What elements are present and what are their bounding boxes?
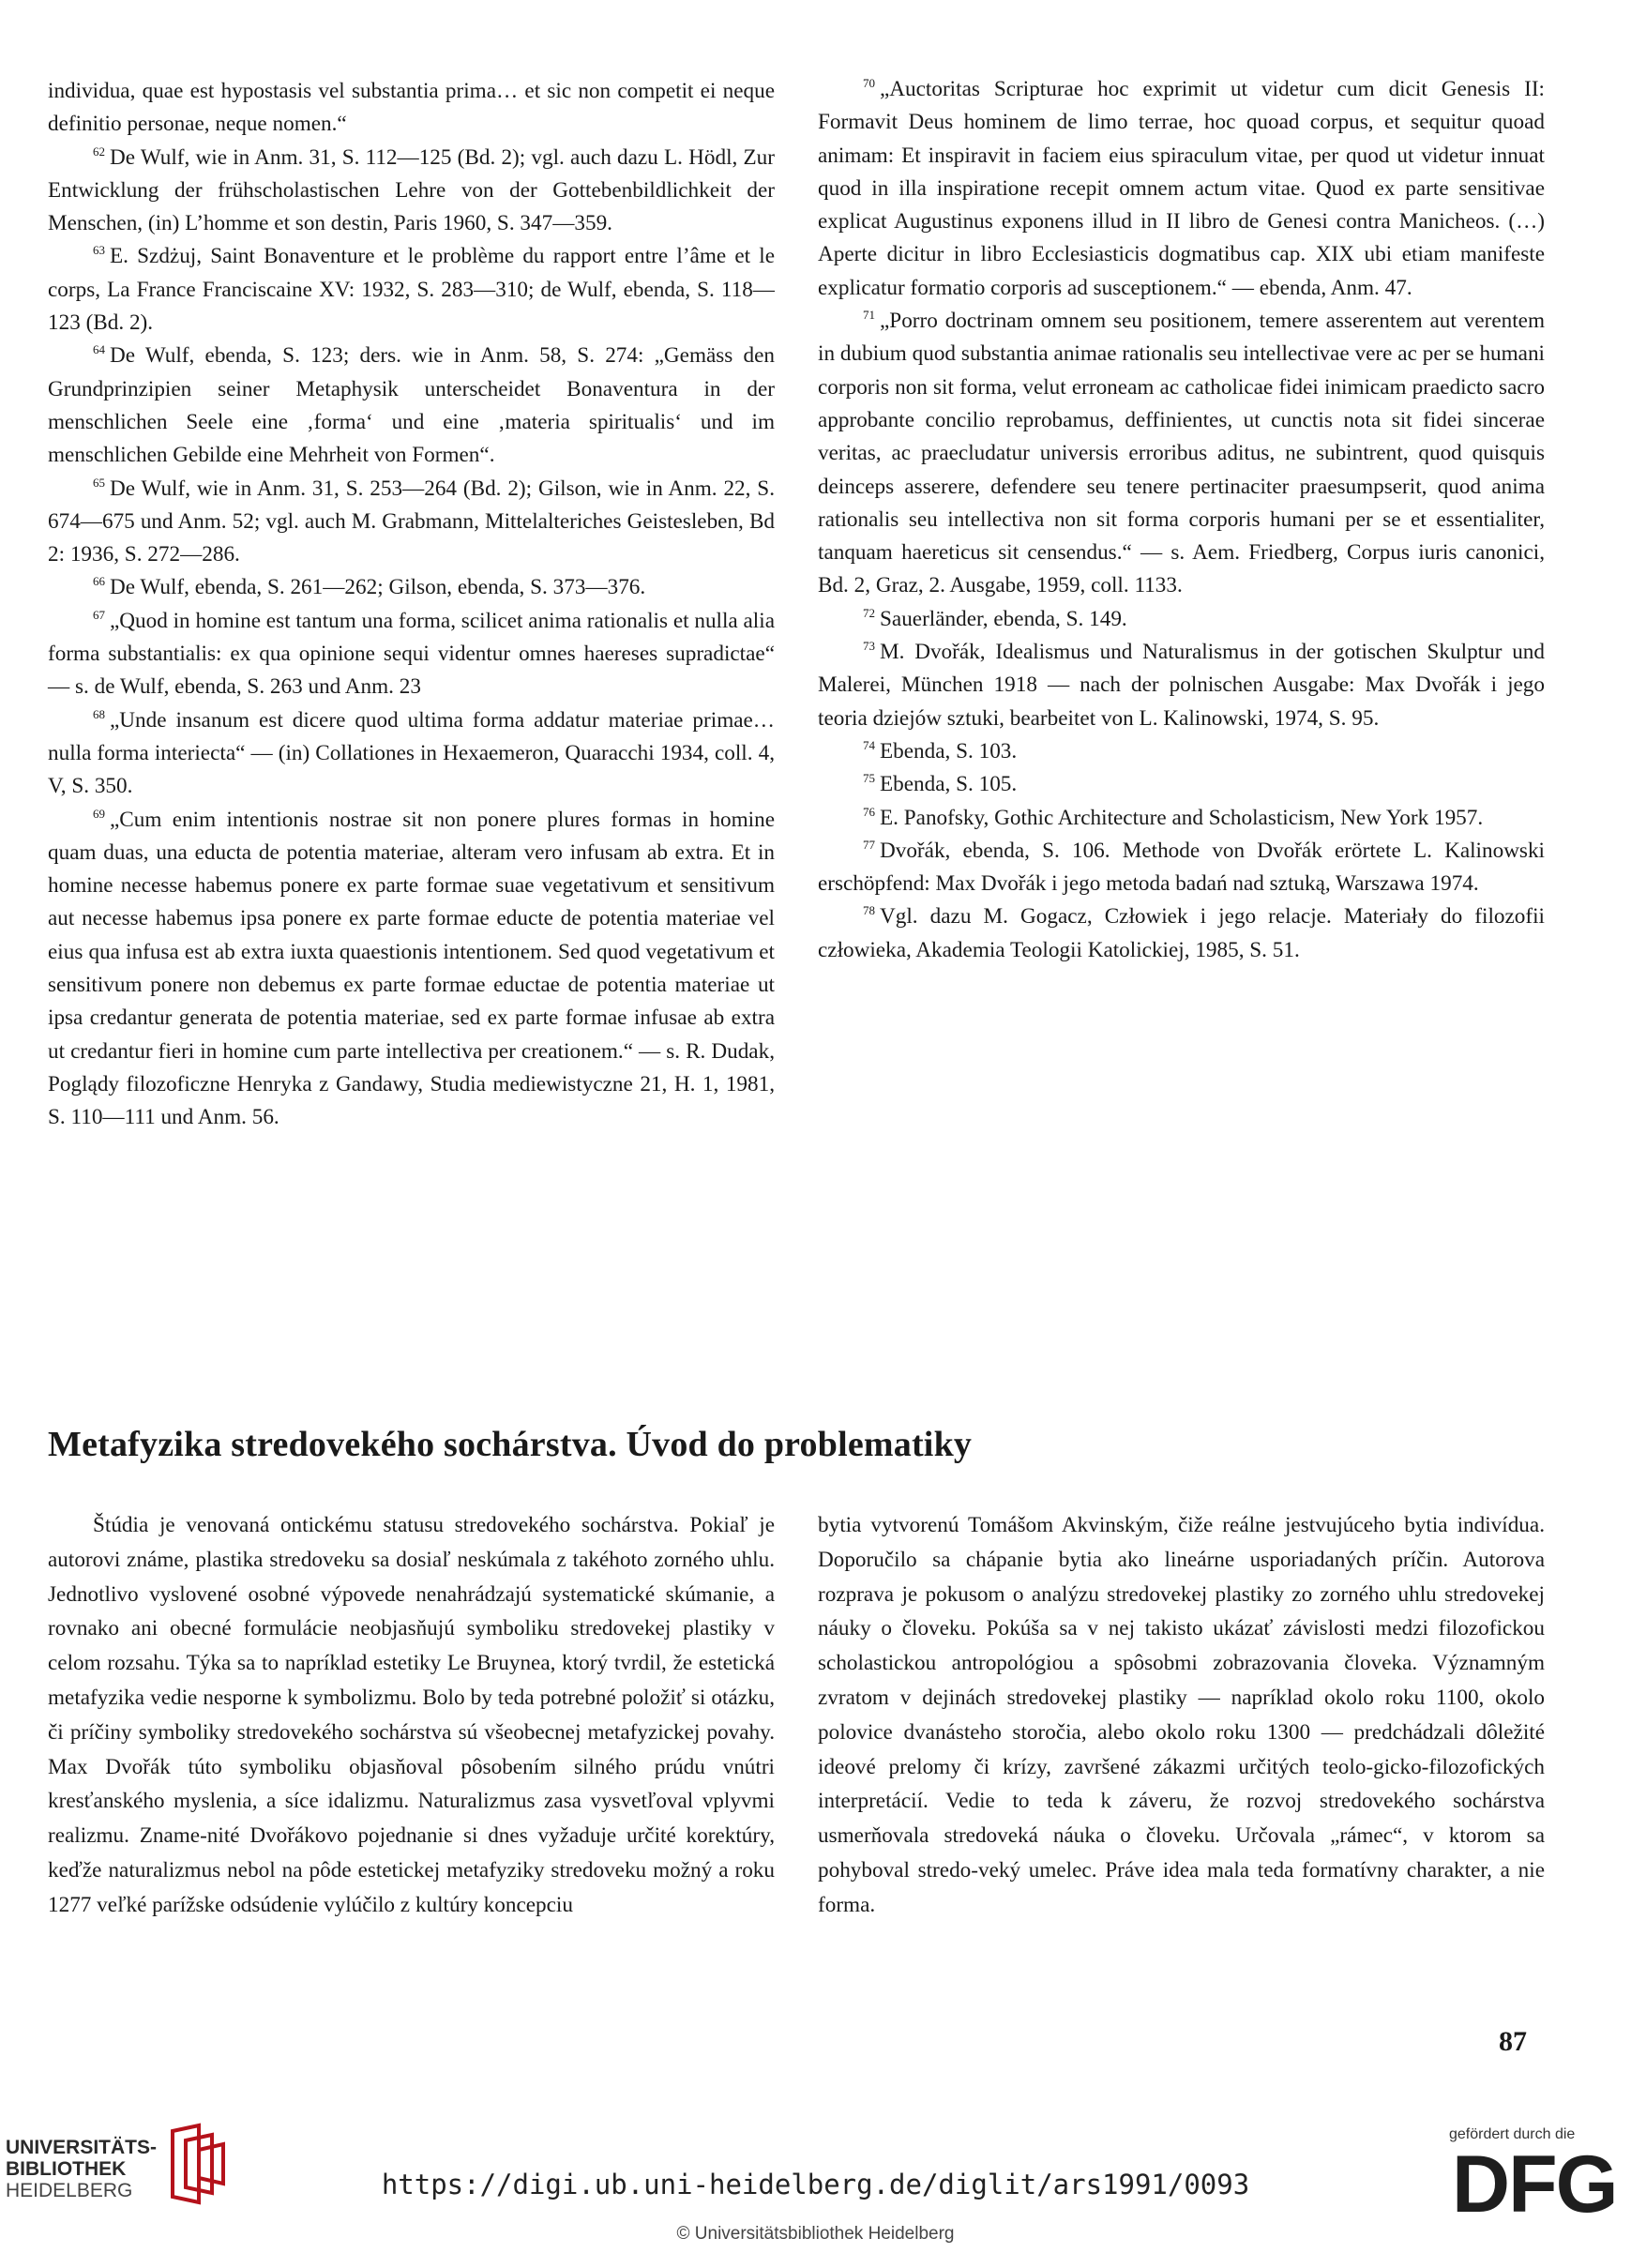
footnote-67: $^{67}$ „Quod in homine est tantum una forma, scilicet anima rationalis et nulla alia forma substantialis: ex qua opinione sequi videntur omnes haereses supradictae“ — s. de Wulf, ebenda, S. 263 und Anm. 23 (48, 607, 775, 700)
footnote-69: $^{69}$ „Cum enim intentionis nostrae sit non ponere plures formas in homine quam duas, una educta de potentia materiae, alteram vero infusam ab extra. Et in homine necesse habemus ponere ex parte formae suae vegetativum et sensitivum aut necesse habemus ipsa ponere ex parte formae educte de potentia materiae vel eius qua infusa est ab extra iuxta quaestionis intentionem. Sed quod vegetativum et sensitivum ponere non debemus ex parte formae eductae de potentia materiae ut ipsa credantur generata de potentia materiae, sed ex parte formae infusae ab extra ut credantur fieri in homine cum parte intellectiva per creationem.“ — s. R. Dudak, Poglądy filozoficzne Henryka z Gandawy, Studia mediewistyczne 21, H. 1, 1981, S. 110—111 und Anm. 56. (48, 806, 775, 1130)
footnote-78: $^{78}$ Vgl. dazu M. Gogacz, Człowiek i jego relacje. Materiały do filozofii człowieka, Akademia Teologii Katolickiej, 1985, S. 51. (818, 903, 1545, 962)
footnote-64: $^{64}$ De Wulf, ebenda, S. 123; ders. wie in Anm. 58, S. 274: „Gemäss den Grundprinzipien seiner Metaphysik unterscheidet Bonaventura in der menschlichen Seele eine ‚forma‘ und eine ‚materia spiritualis‘ und im menschlichen Gebilde eine Mehrheit von Formen“. (48, 342, 775, 468)
footnote-68: $^{68}$ „Unde insanum est dicere quod ultima forma addatur materiae primae… nulla forma interiecta“ — (in) Collationes in Hexaemeron, Quaracchi 1934, coll. 4, V, S. 350. (48, 706, 775, 799)
footnote-63: $^{63}$ E. Szdżuj, Saint Bonaventure et le problème du rapport entre l’âme et le corps, La France Franciscaine XV: 1932, S. 283—310; de Wulf, ebenda, S. 118—123 (Bd. 2). (48, 243, 775, 336)
dfg-logo: DFG (1452, 2139, 1617, 2230)
footnote-number: 62 (93, 144, 105, 159)
footnote-75: $^{75}$ Ebenda, S. 105. (863, 771, 1018, 797)
footnote-number: 66 (93, 574, 105, 589)
summary-left-column: Štúdia je venovaná ontickému statusu stredovekého sochárstva. Pokiaľ je autorovi známe, plastika stredoveku sa dosiaľ neskúmala z takéhoto zorného uhlu. Jednotlivo vyslovené osobné výpovede nenahrádzajú systematické skúmanie, a rovnako ani obecné formulácie neobjasňujú symboliku stredovekej plastiky v celom rozsahu. Týka sa to napríklad estetiky Le Bruynea, ktorý tvrdil, že estetická metafyzika vedie nesporne k symbolizmu. Bolo by teda potrebné položiť si otázku, či príčiny symboliky stredovekého sochárstva sú všeobecnej metafyzickej povahy. Max Dvořák túto symboliku objasňoval pôsobením silného prúdu vnútri kresťanského myslenia, a síce idalizmu. Naturalizmus zasa vysvetľoval vplyvmi realizmu. Zname-nité Dvořákovo pojednanie si dnes vyžaduje určité korektúry, keďže naturalizmus nebol na pôde estetickej metafyziky stredoveku možný a roku 1277 veľké parížske odsúdenie vylúčilo z kultúry koncepciu (48, 1513, 775, 1917)
footnote-number: 70 (863, 76, 875, 90)
copyright-notice: © Universitätsbibliothek Heidelberg (676, 2224, 955, 2244)
footnote-61-continuation: individua, quae est hypostasis vel substantia prima… et sic non competit ei neque definitio personae, neque nomen.“ (48, 79, 775, 137)
footnote-76: $^{76}$ E. Panofsky, Gothic Architecture and Scholasticism, New York 1957. (863, 804, 1484, 830)
page-number: 87 (1499, 2026, 1527, 2057)
footnote-number: 67 (93, 607, 105, 622)
footnote-number: 69 (93, 806, 105, 821)
footnote-73: $^{73}$ M. Dvořák, Idealismus und Naturalismus in der gotischen Skulptur und Malerei, München 1918 — nach der polnischen Ausgabe: Max Dvořák i jego teoria dziejów sztuki, bearbeitet von L. Kalinowski, 1974, S. 95. (818, 639, 1545, 731)
footnotes-right-column (818, 73, 1545, 967)
footnote-70: $^{70}$ „Auctoritas Scripturae hoc exprimit ut videtur cum dicit Genesis II: Formavit Deus hominem de limo terrae, hoc quoad corpus, et sequitur quoad animam: Et inspiravit in faciem eius spiraculum vitae, per quod ut videtur innuat quod in illa inspiratione recepit omnem actum vitae. Quod ex parte sensitivae explicat Augustinus exponens illud in II libro de Genesi contra Manicheos. (…) Aperte dicitur in libro Ecclesiasticis dogmatibus cap. XIX ubi etiam manifeste explicatur formatio corporis ad susceptionem.“ — ebenda, Anm. 47. (818, 76, 1545, 300)
footnote-65: $^{65}$ De Wulf, wie in Anm. 31, S. 253—264 (Bd. 2); Gilson, wie in Anm. 22, S. 674—675 und Anm. 52; vgl. auch M. Grabmann, Mittelalteriches Geistesleben, Bd 2: 1936, S. 272—286. (48, 475, 775, 567)
summary-right-column: bytia vytvorenú Tomášom Akvinským, čiže reálne jestvujúceho bytia indivídua. Doporučilo sa chápanie bytia ako lineárne usporiadaných príčin. Autorova rozprava je pokusom o analýzu stredovekej plastiky zo zorného uhlu stredovekej náuky o človeku. Pokúša sa v nej takisto ukázať závislosti medzi filozofickou scholastickou antropológiou a spôsobmi zobrazovania človeka. Významným zvratom v dejinách stredovekej plastiky — napríklad okolo roku 1100, okolo polovice dvanásteho storočia, alebo okolo roku 1300 — predchádzali dôležité ideové prelomy či krízy, završené zákazmi určitých teolo-gicko-filozofických interpretácií. Vedie to teda k záveru, že rozvoj stredovekého sochárstva usmerňovala stredoveká náuka o človeku. Určovala „rámec“, v ktorom sa pohyboval stredo-veký umelec. Práve idea mala teda formatívny charakter, a nie forma. (818, 1513, 1545, 1917)
footnotes-left-column (48, 75, 775, 1135)
footnote-number: 78 (863, 903, 875, 918)
dfg-tagline: gefördert durch die (1449, 2126, 1576, 2142)
article-heading: Metafyzika stredovekého sochárstva. Úvod do problematiky (48, 1425, 973, 1464)
footnote-number: 68 (93, 706, 105, 721)
footnote-number: 65 (93, 475, 105, 490)
footnote-71: $^{71}$ „Porro doctrinam omnem seu positionem, temere asserentem aut verentem in dubium quod substantia animae rationalis seu intellectivae vere ac per se humani corporis non sit forma, velut erroneam ac catholicae fidei inimicam praedicto sacro approbante concilio reprobamus, deffinientes, ut cunctis nota sit fidei sincerae veritas, ac praecludatur universis erroribus aditus, ne subintrent, quod quisquis deinceps asserere, defendere seu tenere pertinaciter praesumpserit, quod anima rationalis seu intellectiva non sit forma corporis humani per se et essentialiter, tanquam haereticus sit censendus.“ — s. Aem. Friedberg, Corpus iuris canonici, Bd. 2, Graz, 2. Ausgabe, 1959, coll. 1133. (818, 308, 1545, 598)
footnote-number: 77 (863, 837, 875, 852)
footnote-number: 64 (93, 342, 105, 357)
footnote-number: 63 (93, 243, 105, 258)
footnote-number: 72 (863, 605, 875, 620)
permalink-url[interactable]: https://digi.ub.uni-heidelberg.de/diglit/ars1991/0093 (381, 2169, 1250, 2200)
footnote-74: $^{74}$ Ebenda, S. 103. (863, 737, 1018, 764)
footnote-66: $^{66}$ De Wulf, ebenda, S. 261—262; Gilson, ebenda, S. 373—376. (93, 574, 646, 600)
footnote-number: 74 (863, 737, 875, 752)
footnote-number: 76 (863, 804, 875, 819)
footnote-number: 73 (863, 639, 875, 654)
footnote-number: 75 (863, 771, 875, 786)
library-logo-text: UNIVERSITÄTS- BIBLIOTHEK HEIDELBERG (6, 2137, 158, 2201)
footnote-77: $^{77}$ Dvořák, ebenda, S. 106. Methode von Dvořák erörtete L. Kalinowski erschöpfend: Max Dvořák i jego metoda badań nad sztuką, Warszawa 1974. (818, 837, 1545, 897)
footnote-62: $^{62}$ De Wulf, wie in Anm. 31, S. 112—125 (Bd. 2); vgl. auch dazu L. Hödl, Zur Entwicklung der frühscholastischen Lehre von der Gottebenbildlichkeit der Menschen, (in) L’homme et son destin, Paris 1960, S. 347—359. (48, 144, 775, 236)
footnote-number: 71 (863, 308, 875, 323)
footnote-72: $^{72}$ Sauerländer, ebenda, S. 149. (863, 605, 1127, 631)
